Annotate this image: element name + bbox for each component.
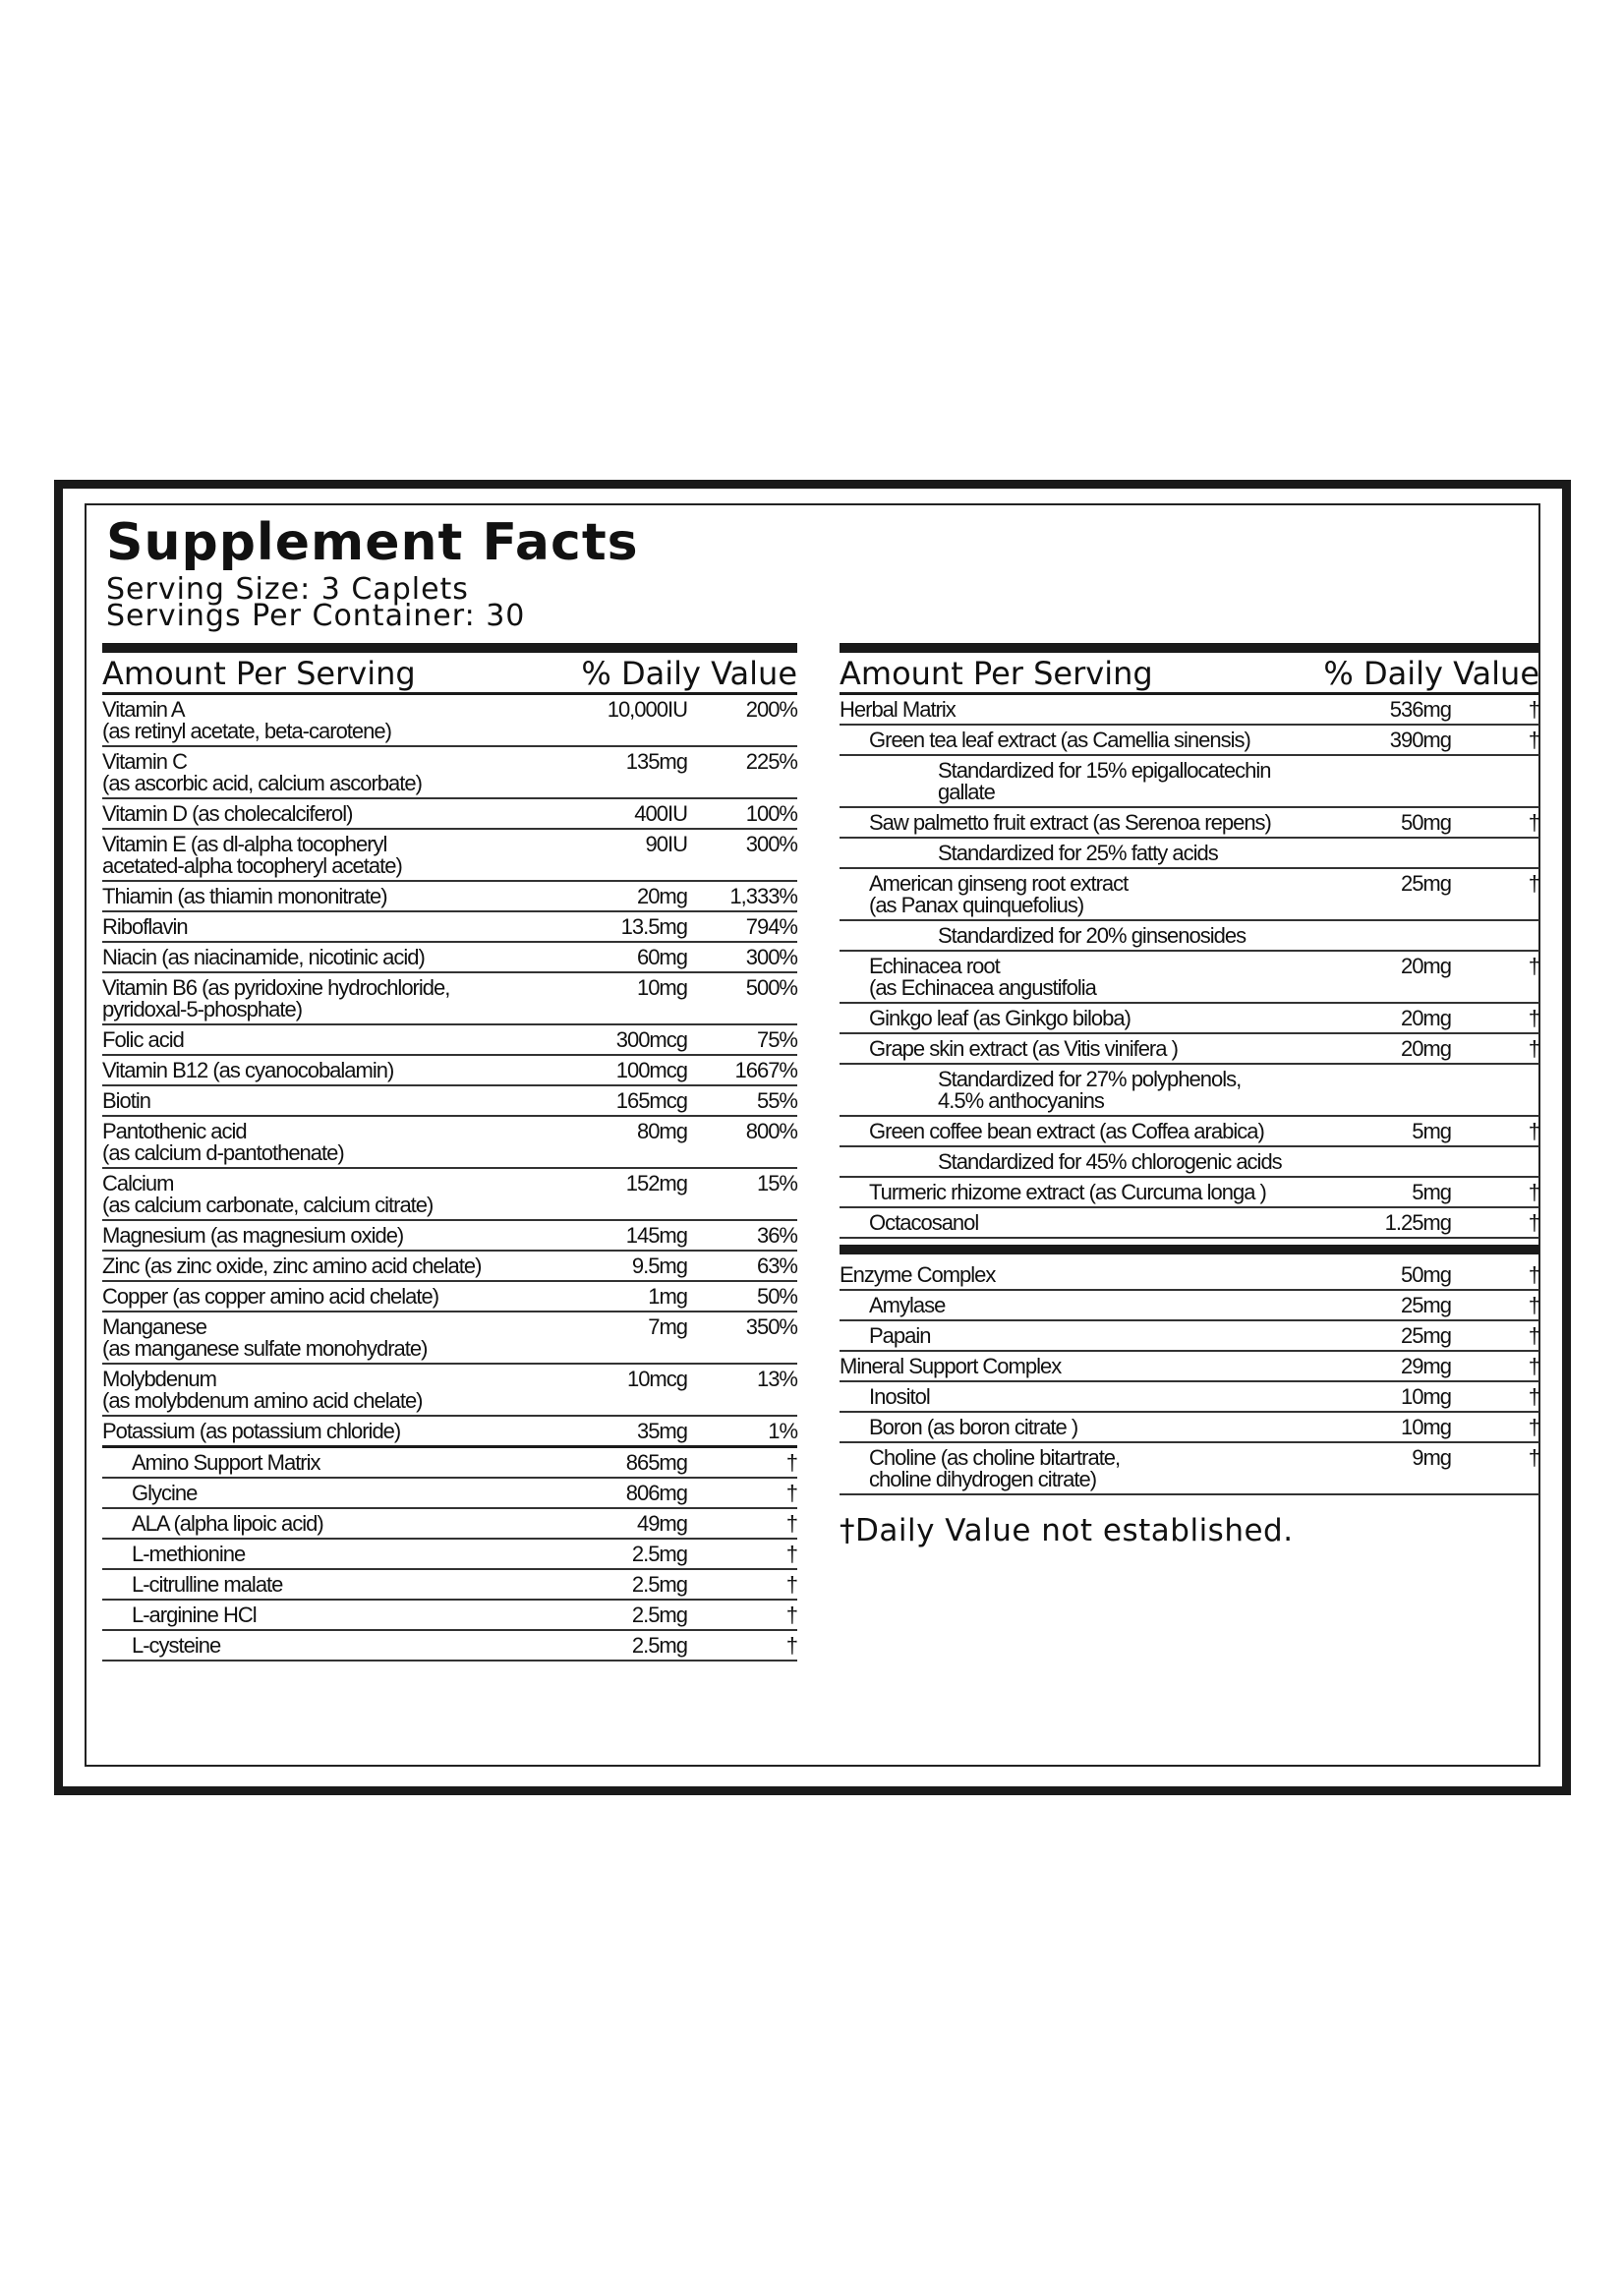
nutrient-name: [840, 1178, 1304, 1206]
nutrient-label: Turmeric rhizome extract (as Curcuma longa ): [869, 1180, 1266, 1204]
nutrient-row: [102, 830, 797, 882]
nutrient-name: [840, 839, 1304, 867]
nutrient-name: [840, 1034, 1304, 1063]
nutrient-label: Papain: [869, 1323, 931, 1348]
nutrient-source: (as retinyl acetate, beta-carotene): [102, 719, 391, 743]
nutrient-name: [840, 1352, 1304, 1380]
nutrient-label: American ginseng root extract: [869, 871, 1129, 896]
nutrient-daily-value: 350%: [745, 1314, 797, 1339]
nutrient-row: [840, 808, 1539, 839]
nutrient-source: choline dihydrogen citrate): [869, 1467, 1097, 1491]
nutrient-row: [102, 973, 797, 1025]
nutrient-daily-value: †: [1528, 1210, 1539, 1235]
nutrient-row: [102, 1479, 797, 1509]
nutrient-row: [840, 839, 1539, 869]
nutrient-row: [840, 1034, 1539, 1065]
nutrient-amount: 1.25mg: [1384, 1210, 1451, 1235]
nutrient-row: [840, 1443, 1539, 1495]
nutrient-row: [840, 1260, 1539, 1291]
nutrient-label: Manganese: [102, 1314, 206, 1339]
nutrient-daily-value: †: [1528, 728, 1539, 752]
nutrient-amount: 536mg: [1389, 697, 1451, 722]
nutrient-name: [840, 695, 1304, 724]
enzyme-mineral-list: [840, 1260, 1539, 1495]
nutrient-label: Vitamin E (as dl-alpha tocopheryl: [102, 832, 387, 856]
nutrient-row: [102, 1509, 797, 1540]
nutrient-amount: 100mcg: [615, 1058, 687, 1082]
nutrient-name: [102, 1221, 550, 1250]
nutrient-row: [102, 1169, 797, 1221]
nutrient-row: [102, 912, 797, 943]
nutrient-row: [102, 1282, 797, 1312]
nutrient-row: [102, 1448, 797, 1479]
nutrient-daily-value: †: [1528, 871, 1539, 896]
nutrient-name: [102, 1056, 550, 1084]
nutrient-label: Magnesium (as magnesium oxide): [102, 1223, 404, 1248]
nutrient-amount: 7mg: [648, 1314, 687, 1339]
nutrient-daily-value: 13%: [756, 1367, 797, 1391]
panel-inner-border: [85, 503, 1540, 1767]
thick-rule: [840, 1245, 1539, 1254]
nutrient-source: pyridoxal-5-phosphate): [102, 997, 303, 1021]
nutrient-row: [102, 1252, 797, 1282]
nutrient-daily-value: 794%: [745, 914, 797, 939]
nutrient-daily-value: †: [1528, 1384, 1539, 1409]
nutrient-label: Copper (as copper amino acid chelate): [102, 1284, 439, 1309]
nutrient-label: Vitamin A: [102, 697, 185, 722]
nutrient-row: [840, 726, 1539, 756]
amount-per-serving-heading: Amount Per Serving: [102, 655, 416, 692]
nutrient-daily-value: [1510, 921, 1539, 925]
nutrient-daily-value: 36%: [756, 1223, 797, 1248]
nutrient-row: [102, 1117, 797, 1169]
nutrient-row: [102, 1365, 797, 1417]
nutrient-row: [102, 943, 797, 973]
nutrient-amount: 5mg: [1412, 1180, 1451, 1204]
nutrient-daily-value: †: [1528, 1180, 1539, 1204]
nutrient-row: [840, 1321, 1539, 1352]
nutrient-amount: 390mg: [1389, 728, 1451, 752]
nutrient-amount: 5mg: [1412, 1119, 1451, 1143]
supplement-facts-panel: [54, 480, 1571, 1795]
nutrient-source: (as manganese sulfate monohydrate): [102, 1336, 428, 1361]
nutrient-label: Choline (as choline bitartrate,: [869, 1445, 1121, 1470]
nutrient-daily-value: †: [1528, 1445, 1539, 1470]
nutrient-amount: 13.5mg: [620, 914, 687, 939]
nutrient-amount: 80mg: [636, 1119, 687, 1143]
nutrient-label: Riboflavin: [102, 914, 188, 939]
nutrient-name: [102, 747, 550, 797]
nutrient-row: [840, 952, 1539, 1004]
nutrient-label: Standardized for 27% polyphenols,: [938, 1067, 1242, 1091]
nutrient-name: [102, 1117, 550, 1167]
nutrient-daily-value: 75%: [756, 1027, 797, 1052]
serving-size: Serving Size: 3 Caplets: [106, 572, 469, 607]
nutrient-name: [102, 799, 550, 828]
nutrient-label: Niacin (as niacinamide, nicotinic acid): [102, 945, 425, 969]
nutrient-row: [102, 1086, 797, 1117]
nutrient-source: (as calcium d-pantothenate): [102, 1140, 344, 1165]
right-column: [840, 643, 1539, 1548]
nutrient-amount: [1304, 921, 1510, 925]
nutrient-name: [102, 1631, 550, 1660]
left-column: [102, 643, 797, 1662]
nutrient-row: [102, 1417, 797, 1448]
nutrient-label: Standardized for 20% ginsenosides: [938, 923, 1247, 948]
nutrient-daily-value: †: [1528, 1119, 1539, 1143]
nutrient-row: [102, 695, 797, 747]
nutrient-name: [102, 943, 550, 971]
nutrient-name: [840, 1065, 1304, 1115]
nutrient-name: [102, 1086, 550, 1115]
nutrient-daily-value: †: [785, 1542, 797, 1566]
nutrient-row: [840, 1065, 1539, 1117]
nutrient-amount: 35mg: [636, 1419, 687, 1443]
nutrient-name: [102, 1448, 550, 1477]
nutrient-daily-value: †: [1528, 1036, 1539, 1061]
nutrient-name: [840, 869, 1304, 919]
nutrient-name: [102, 1417, 550, 1445]
nutrient-label: Echinacea root: [869, 954, 1000, 978]
nutrient-label: Molybdenum: [102, 1367, 216, 1391]
nutrient-name: [102, 1169, 550, 1219]
nutrient-daily-value: 63%: [756, 1254, 797, 1278]
daily-value-heading: % Daily Value: [1323, 655, 1539, 692]
nutrient-amount: 90IU: [645, 832, 687, 856]
nutrient-row: [840, 921, 1539, 952]
left-nutrient-list: [102, 695, 797, 1448]
nutrient-name: [102, 695, 550, 745]
nutrient-daily-value: †: [785, 1633, 797, 1658]
nutrient-row: [102, 1025, 797, 1056]
nutrient-source: (as Panax quinquefolius): [869, 893, 1084, 917]
nutrient-row: [840, 1291, 1539, 1321]
nutrient-name: [840, 1004, 1304, 1032]
nutrient-amount: 1mg: [648, 1284, 687, 1309]
nutrient-label: Biotin: [102, 1088, 151, 1113]
left-column-header: [102, 653, 797, 695]
nutrient-daily-value: †: [1528, 1293, 1539, 1317]
nutrient-amount: 2.5mg: [631, 1633, 687, 1658]
serving-info: [106, 572, 526, 633]
nutrient-label: Folic acid: [102, 1027, 184, 1052]
nutrient-row: [840, 1004, 1539, 1034]
nutrient-name: [840, 726, 1304, 754]
nutrient-daily-value: 1,333%: [729, 884, 797, 908]
nutrient-daily-value: †: [1528, 810, 1539, 835]
nutrient-amount: 20mg: [1400, 1036, 1451, 1061]
nutrient-amount: 300mcg: [615, 1027, 687, 1052]
nutrient-label: Ginkgo leaf (as Ginkgo biloba): [869, 1006, 1131, 1030]
nutrient-name: [102, 1282, 550, 1311]
nutrient-daily-value: †: [1528, 1415, 1539, 1439]
nutrient-amount: 25mg: [1400, 1323, 1451, 1348]
nutrient-row: [102, 1631, 797, 1662]
nutrient-row: [840, 1413, 1539, 1443]
nutrient-source: (as calcium carbonate, calcium citrate): [102, 1193, 434, 1217]
nutrient-daily-value: 15%: [756, 1171, 797, 1195]
nutrient-amount: 60mg: [636, 945, 687, 969]
nutrient-amount: 10,000IU: [607, 697, 687, 722]
nutrient-row: [102, 799, 797, 830]
nutrient-name: [102, 1509, 550, 1538]
nutrient-row: [102, 1056, 797, 1086]
nutrient-amount: 10mcg: [626, 1367, 687, 1391]
nutrient-amount: 10mg: [1400, 1415, 1451, 1439]
nutrient-name: [840, 1443, 1304, 1493]
nutrient-daily-value: †: [785, 1603, 797, 1627]
nutrient-name: [840, 1147, 1304, 1176]
nutrient-daily-value: [1510, 839, 1539, 843]
nutrient-daily-value: 1667%: [734, 1058, 797, 1082]
nutrient-label: Amylase: [869, 1293, 946, 1317]
nutrient-name: [102, 1365, 550, 1415]
nutrient-amount: 165mcg: [615, 1088, 687, 1113]
nutrient-daily-value: †: [785, 1481, 797, 1505]
nutrient-label: ALA (alpha lipoic acid): [132, 1511, 323, 1536]
nutrient-row: [840, 1178, 1539, 1208]
nutrient-daily-value: †: [1528, 1354, 1539, 1378]
nutrient-daily-value: †: [1528, 1006, 1539, 1030]
nutrient-name: [840, 1382, 1304, 1411]
nutrient-name: [102, 1252, 550, 1280]
nutrient-amount: 50mg: [1400, 1262, 1451, 1287]
footnote: †Daily Value not established.: [840, 1513, 1294, 1548]
nutrient-source: (as ascorbic acid, calcium ascorbate): [102, 771, 422, 795]
nutrient-label: L-cysteine: [132, 1633, 221, 1658]
nutrient-label: Potassium (as potassium chloride): [102, 1419, 401, 1443]
nutrient-name: [840, 756, 1304, 806]
nutrient-daily-value: [1510, 1147, 1539, 1151]
nutrient-row: [102, 1601, 797, 1631]
nutrient-label: Standardized for 25% fatty acids: [938, 841, 1218, 865]
nutrient-amount: 25mg: [1400, 871, 1451, 896]
nutrient-source: (as molybdenum amino acid chelate): [102, 1388, 423, 1413]
nutrient-row: [840, 695, 1539, 726]
nutrient-row: [102, 1540, 797, 1570]
nutrient-label: Enzyme Complex: [840, 1262, 996, 1287]
nutrient-label: Vitamin B6 (as pyridoxine hydrochloride,: [102, 975, 450, 1000]
nutrient-name: [102, 830, 550, 880]
nutrient-label: Vitamin B12 (as cyanocobalamin): [102, 1058, 394, 1082]
nutrient-row: [102, 882, 797, 912]
nutrient-label: Octacosanol: [869, 1210, 979, 1235]
nutrient-name: [840, 921, 1304, 950]
nutrient-daily-value: 50%: [756, 1284, 797, 1309]
nutrient-row: [840, 1382, 1539, 1413]
nutrient-daily-value: [1510, 756, 1539, 760]
nutrient-row: [840, 1352, 1539, 1382]
nutrient-row: [102, 1221, 797, 1252]
nutrient-label: Green tea leaf extract (as Camellia sinensis): [869, 728, 1250, 752]
nutrient-amount: 20mg: [1400, 954, 1451, 978]
nutrient-daily-value: †: [1528, 1323, 1539, 1348]
nutrient-daily-value: 1%: [768, 1419, 797, 1443]
nutrient-daily-value: [1510, 1065, 1539, 1069]
nutrient-amount: 49mg: [636, 1511, 687, 1536]
thick-rule: [102, 643, 797, 653]
nutrient-amount: 10mg: [636, 975, 687, 1000]
nutrient-label: Amino Support Matrix: [132, 1450, 320, 1475]
nutrient-amount: 10mg: [1400, 1384, 1451, 1409]
nutrient-daily-value: †: [785, 1450, 797, 1475]
nutrient-daily-value: 55%: [756, 1088, 797, 1113]
nutrient-label: Boron (as boron citrate ): [869, 1415, 1078, 1439]
nutrient-daily-value: †: [1528, 697, 1539, 722]
nutrient-name: [102, 1025, 550, 1054]
nutrient-amount: 9.5mg: [631, 1254, 687, 1278]
nutrient-label: Herbal Matrix: [840, 697, 956, 722]
nutrient-amount: 50mg: [1400, 810, 1451, 835]
nutrient-daily-value: 225%: [745, 749, 797, 774]
nutrient-name: [840, 1413, 1304, 1441]
nutrient-label: Thiamin (as thiamin mononitrate): [102, 884, 387, 908]
nutrient-name: [102, 1540, 550, 1568]
nutrient-label: L-methionine: [132, 1542, 246, 1566]
nutrient-label: L-citrulline malate: [132, 1572, 283, 1597]
nutrient-label: Vitamin D (as cholecalciferol): [102, 801, 353, 826]
nutrient-daily-value: †: [1528, 954, 1539, 978]
nutrient-label: Pantothenic acid: [102, 1119, 247, 1143]
nutrient-name: [102, 973, 550, 1023]
nutrient-row: [102, 1312, 797, 1365]
nutrient-amount: [1304, 1065, 1510, 1069]
nutrient-amount: 20mg: [636, 884, 687, 908]
nutrient-amount: 20mg: [1400, 1006, 1451, 1030]
panel-title: Supplement Facts: [106, 513, 639, 572]
nutrient-name: [840, 1208, 1304, 1237]
nutrient-label: Inositol: [869, 1384, 930, 1409]
nutrient-daily-value: †: [785, 1511, 797, 1536]
nutrient-amount: [1304, 1147, 1510, 1151]
nutrient-amount: 806mg: [625, 1481, 687, 1505]
nutrient-label: Grape skin extract (as Vitis vinifera ): [869, 1036, 1178, 1061]
nutrient-label: Mineral Support Complex: [840, 1354, 1062, 1378]
nutrient-amount: 865mg: [625, 1450, 687, 1475]
nutrient-daily-value: 500%: [745, 975, 797, 1000]
daily-value-heading: % Daily Value: [581, 655, 797, 692]
nutrient-row: [840, 869, 1539, 921]
herbal-matrix-list: [840, 695, 1539, 1239]
nutrient-amount: [1304, 756, 1510, 760]
nutrient-row: [102, 1570, 797, 1601]
nutrient-label: Vitamin C: [102, 749, 187, 774]
nutrient-name: [102, 1570, 550, 1599]
nutrient-name: [840, 1291, 1304, 1319]
nutrient-amount: 145mg: [625, 1223, 687, 1248]
nutrient-label: Glycine: [132, 1481, 198, 1505]
nutrient-row: [840, 1208, 1539, 1239]
nutrient-source: acetated-alpha tocopheryl acetate): [102, 853, 402, 878]
nutrient-label: Calcium: [102, 1171, 174, 1195]
servings-per-container: Servings Per Container: 30: [106, 599, 526, 633]
nutrient-daily-value: 300%: [745, 945, 797, 969]
nutrient-amount: [1304, 839, 1510, 843]
nutrient-amount: 2.5mg: [631, 1572, 687, 1597]
nutrient-name: [102, 912, 550, 941]
nutrient-name: [840, 1260, 1304, 1289]
nutrient-amount: 9mg: [1412, 1445, 1451, 1470]
nutrient-label: L-arginine HCl: [132, 1603, 257, 1627]
nutrient-daily-value: †: [1528, 1262, 1539, 1287]
nutrient-daily-value: 300%: [745, 832, 797, 856]
nutrient-daily-value: 100%: [745, 801, 797, 826]
nutrient-row: [102, 747, 797, 799]
nutrient-name: [102, 1312, 550, 1363]
nutrient-label: Saw palmetto fruit extract (as Serenoa repens): [869, 810, 1271, 835]
nutrient-amount: 25mg: [1400, 1293, 1451, 1317]
nutrient-name: [840, 952, 1304, 1002]
amount-per-serving-heading: Amount Per Serving: [840, 655, 1153, 692]
nutrient-daily-value: 800%: [745, 1119, 797, 1143]
amino-support-matrix-list: [102, 1448, 797, 1662]
nutrient-name: [102, 1601, 550, 1629]
nutrient-label: Green coffee bean extract (as Coffea arabica): [869, 1119, 1264, 1143]
nutrient-daily-value: †: [785, 1572, 797, 1597]
thick-rule: [840, 643, 1539, 653]
right-column-header: [840, 653, 1539, 695]
nutrient-amount: 152mg: [625, 1171, 687, 1195]
nutrient-row: [840, 756, 1539, 808]
nutrient-source: 4.5% anthocyanins: [938, 1088, 1104, 1113]
nutrient-name: [840, 1117, 1304, 1145]
nutrient-amount: 2.5mg: [631, 1603, 687, 1627]
nutrient-amount: 29mg: [1400, 1354, 1451, 1378]
nutrient-label: Standardized for 15% epigallocatechin gallate: [938, 758, 1271, 804]
nutrient-name: [840, 808, 1304, 837]
nutrient-name: [102, 882, 550, 910]
nutrient-row: [840, 1117, 1539, 1147]
nutrient-name: [840, 1321, 1304, 1350]
nutrient-label: Zinc (as zinc oxide, zinc amino acid chelate): [102, 1254, 482, 1278]
nutrient-amount: 135mg: [625, 749, 687, 774]
nutrient-amount: 400IU: [634, 801, 687, 826]
nutrient-source: (as Echinacea angustifolia: [869, 975, 1096, 1000]
nutrient-row: [840, 1147, 1539, 1178]
nutrient-daily-value: 200%: [745, 697, 797, 722]
nutrient-label: Standardized for 45% chlorogenic acids: [938, 1149, 1282, 1174]
nutrient-amount: 2.5mg: [631, 1542, 687, 1566]
nutrient-name: [102, 1479, 550, 1507]
